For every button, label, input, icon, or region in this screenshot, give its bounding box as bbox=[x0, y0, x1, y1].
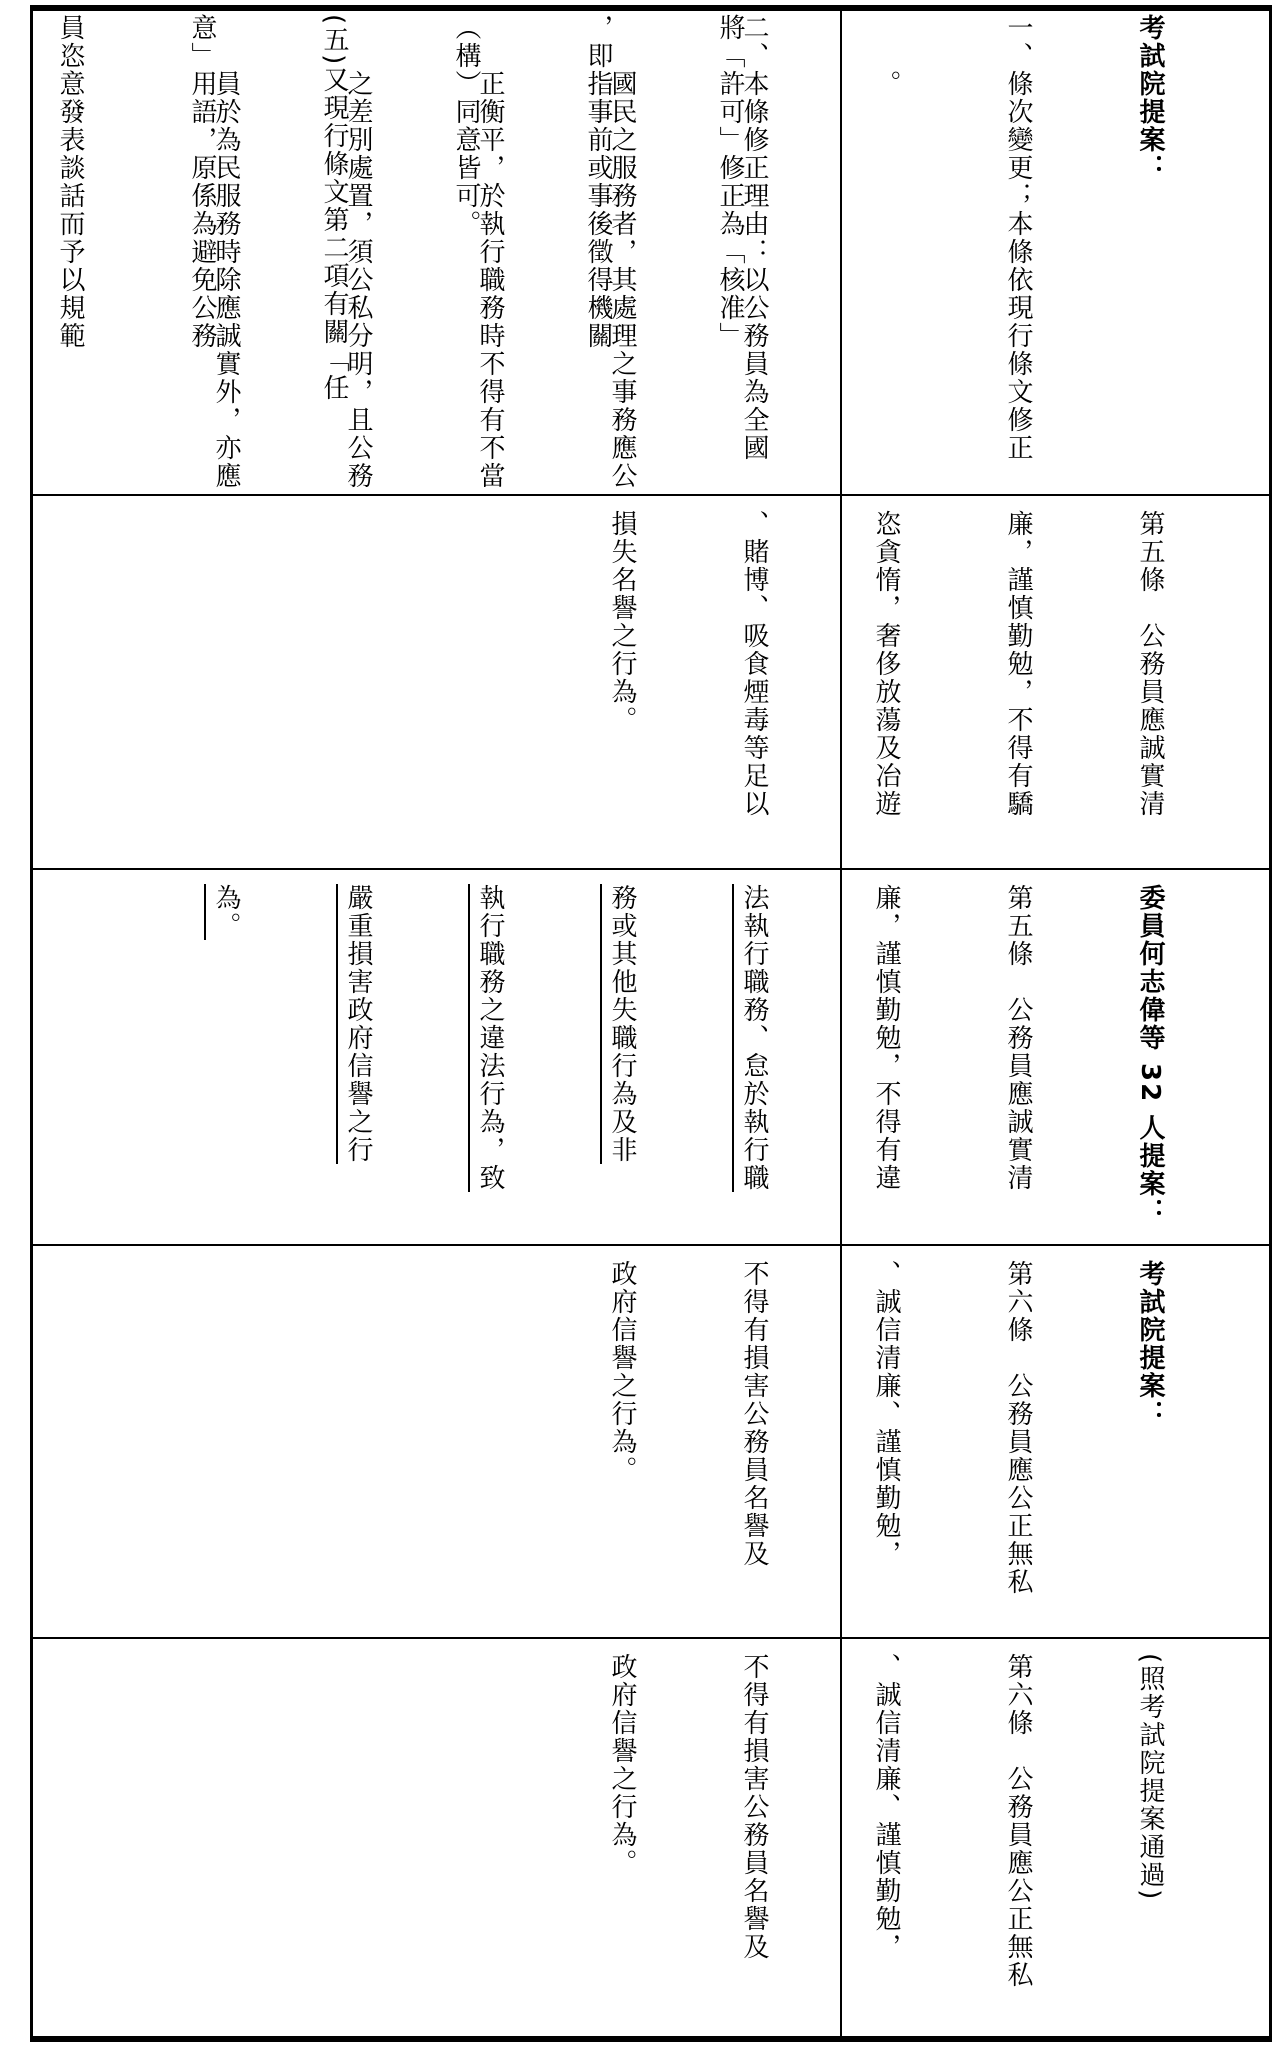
reason-line: 二、本條修正理由：以公務員為全國 bbox=[739, 14, 769, 462]
note-line: 員恣意發表談話而予以規範 bbox=[55, 14, 85, 350]
note-line: 意」用語，原係為避免公務 bbox=[187, 14, 217, 350]
reason-line: 正衡平，於執行職務時不得有不當 bbox=[475, 14, 505, 490]
note-line: (五)又現行條文第二項有關「任 bbox=[319, 14, 349, 403]
reason-line: 之差別處置，須公私分明，且公務 bbox=[343, 14, 373, 490]
row4-exam-yuan-proposal bbox=[607, 1260, 1260, 1630]
article-line: 恣貪惰，奢侈放蕩及冶遊 bbox=[871, 510, 901, 818]
row-divider-1 bbox=[30, 494, 1272, 496]
table-bottom-border bbox=[30, 2036, 1272, 2042]
adopted-label: (照考試院提案通過) bbox=[1135, 1653, 1165, 1902]
article-line: 政府信譽之行為。 bbox=[607, 1260, 637, 1484]
article-line: 嚴重損害政府信譽之行 bbox=[343, 884, 373, 1164]
article-line: 第五條 公務員應誠實清 bbox=[1003, 884, 1033, 1192]
table-right-border bbox=[1269, 5, 1272, 2042]
article-line: 廉，謹慎勤勉，不得有違 bbox=[871, 884, 901, 1192]
article-line: 不得有損害公務員名譽及 bbox=[739, 1653, 769, 1961]
row-divider-3 bbox=[30, 1244, 1272, 1246]
reason-line: 一、條次變更；本條依現行條文修正 bbox=[1003, 14, 1033, 462]
article-line: 、誠信清廉、謹慎勤勉， bbox=[871, 1260, 901, 1568]
article-line: 執行職務之違法行為，致 bbox=[475, 884, 505, 1192]
row5-adopted-text bbox=[607, 1653, 1260, 2028]
article-line: 、賭博、吸食煙毒等足以 bbox=[739, 510, 769, 818]
proposal-label: 考試院提案： bbox=[1135, 14, 1165, 182]
row-divider-2 bbox=[30, 868, 1272, 870]
article-line: 政府信譽之行為。 bbox=[607, 1653, 637, 1877]
row3-legislator-proposal bbox=[211, 884, 1260, 1234]
row-divider-4 bbox=[30, 1637, 1272, 1639]
article-line: 為。 bbox=[211, 884, 241, 940]
article-line: 不得有損害公務員名譽及 bbox=[739, 1260, 769, 1568]
article-line: 第六條 公務員應公正無私 bbox=[1003, 1653, 1033, 1989]
article-line: 廉，謹慎勤勉，不得有驕 bbox=[1003, 510, 1033, 818]
article-line: 損失名譽之行為。 bbox=[607, 510, 637, 734]
reason-line: 。 bbox=[871, 14, 901, 98]
table-top-border bbox=[30, 5, 1272, 11]
reason-line: 國民之服務者，其處理之事務應公 bbox=[607, 14, 637, 490]
proposal-label: 委員何志偉等 32 人提案： bbox=[1135, 884, 1165, 1227]
row2-current-article bbox=[607, 510, 1260, 860]
article-line: 務或其他失職行為及非 bbox=[607, 884, 637, 1164]
article-line: 第五條 公務員應誠實清 bbox=[1135, 510, 1165, 818]
note-line: 將「許可」修正為「核准」 bbox=[715, 14, 745, 350]
proposal-label: 考試院提案： bbox=[1135, 1260, 1165, 1428]
note-line: （構）同意皆可。 bbox=[451, 14, 481, 238]
reason-line: 員於為民服務時除應誠實外，亦應 bbox=[211, 14, 241, 490]
note-line: ，即指事前或事後徵得機關 bbox=[583, 14, 613, 350]
article-line: 第六條 公務員應公正無私 bbox=[1003, 1260, 1033, 1596]
article-line: 法執行職務、怠於執行職 bbox=[739, 884, 769, 1192]
article-line: 、誠信清廉、謹慎勤勉， bbox=[871, 1653, 901, 1961]
